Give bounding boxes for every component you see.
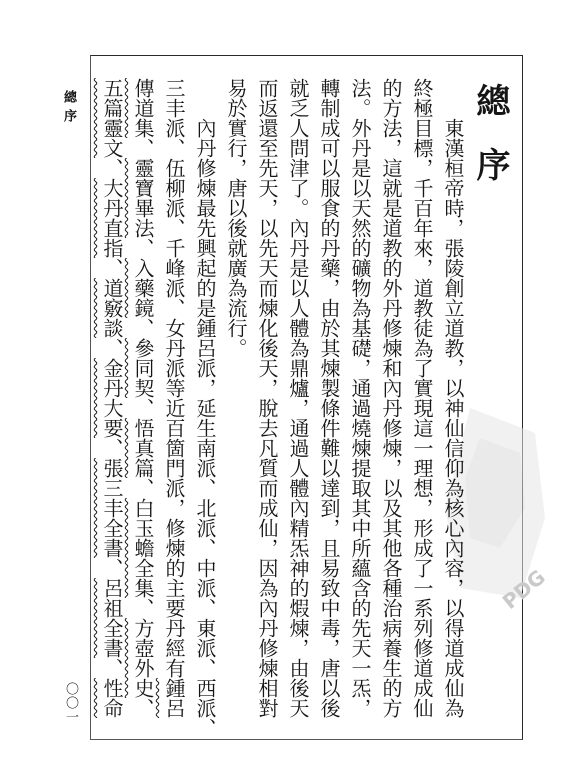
text-segment: 、 xyxy=(100,438,124,458)
book-title-text: 性命 xyxy=(100,678,124,718)
text-segment: 、 xyxy=(100,158,124,178)
text-column xyxy=(378,78,404,718)
page-title: 總序 xyxy=(470,83,510,211)
book-title-text: 張三丰全書 xyxy=(100,458,124,558)
text-segment: 轉制成可以服食的丹藥，由於其煉製條件難以達到，且易致中毒，唐以後 xyxy=(317,78,341,718)
text-segment: 法。外丹是以天然的礦物為基礎，通過燒煉提取其中所蘊含的先天一炁， xyxy=(348,78,372,718)
text-column xyxy=(192,78,218,738)
text-column xyxy=(409,78,435,718)
text-segment: 、 xyxy=(100,258,124,278)
page-number: 〇〇一 xyxy=(63,682,78,724)
text-segment: 、 xyxy=(100,558,124,578)
book-title-text: 傳道集 xyxy=(131,78,155,138)
text-column xyxy=(440,78,466,718)
text-column xyxy=(316,78,342,718)
text-segment: 、 xyxy=(131,138,155,158)
book-title-text: 五篇靈文 xyxy=(100,78,124,158)
text-segment: 、 xyxy=(131,478,155,498)
text-segment: 易於實行，唐以後就廣為流行。 xyxy=(224,78,248,358)
book-title-text: 呂祖全書 xyxy=(100,578,124,658)
text-segment: 內丹修煉最先興起的是鍾呂派，延生南派、北派、中派、東派、西派、 xyxy=(193,78,217,738)
text-column xyxy=(130,78,156,718)
text-segment: 終極目標，千百年來，道教徒為了實現這一理想，形成了一系列修道成仙 xyxy=(410,78,434,718)
text-column xyxy=(285,78,311,718)
book-title-text: 靈寶畢法 xyxy=(131,158,155,238)
text-segment: 、 xyxy=(131,238,155,258)
book-title-text: 白玉蟾全集 xyxy=(131,498,155,598)
book-title-text: 金丹大要 xyxy=(100,358,124,438)
book-title-text: 道竅談 xyxy=(100,278,124,338)
text-segment: 就乏人問津了。內丹是以人體為鼎爐，通過人體內精炁神的煆煉，由後天 xyxy=(286,78,310,718)
book-title-text: 大丹直指 xyxy=(100,178,124,258)
text-segment: 而返還至先天，以先天而煉化後天，脫去凡質而成仙，因為內丹修煉相對 xyxy=(255,78,279,718)
text-segment: 、 xyxy=(131,398,155,418)
book-title-text: 入藥鏡 xyxy=(131,258,155,318)
text-column xyxy=(161,78,187,718)
text-column xyxy=(254,78,280,718)
watermark-text: PDG xyxy=(497,564,550,614)
text-column xyxy=(223,78,249,358)
text-segment: 、 xyxy=(100,338,124,358)
text-segment: 、 xyxy=(131,598,155,618)
text-segment: 、 xyxy=(100,658,124,678)
text-segment: 東漢桓帝時，張陵創立道教，以神仙信仰為核心內容，以得道成仙為 xyxy=(441,78,465,718)
running-header: 總序 xyxy=(61,90,76,128)
book-title-text: 參同契 xyxy=(131,338,155,398)
book-title-text: 方壺外史 xyxy=(131,618,155,698)
book-title-text: 悟真篇 xyxy=(131,418,155,478)
text-segment: 、 xyxy=(131,698,155,718)
text-segment: 的方法，這就是道教的外丹修煉和內丹修煉，以及其他各種治病養生的方 xyxy=(379,78,403,718)
book-title-text: 鍾呂 xyxy=(162,678,186,718)
text-segment: 、 xyxy=(131,318,155,338)
text-segment: 三丰派、伍柳派、千峰派、女丹派等近百箇門派，修煉的主要丹經有 xyxy=(162,78,186,678)
text-column xyxy=(99,78,125,718)
text-column xyxy=(347,78,373,718)
